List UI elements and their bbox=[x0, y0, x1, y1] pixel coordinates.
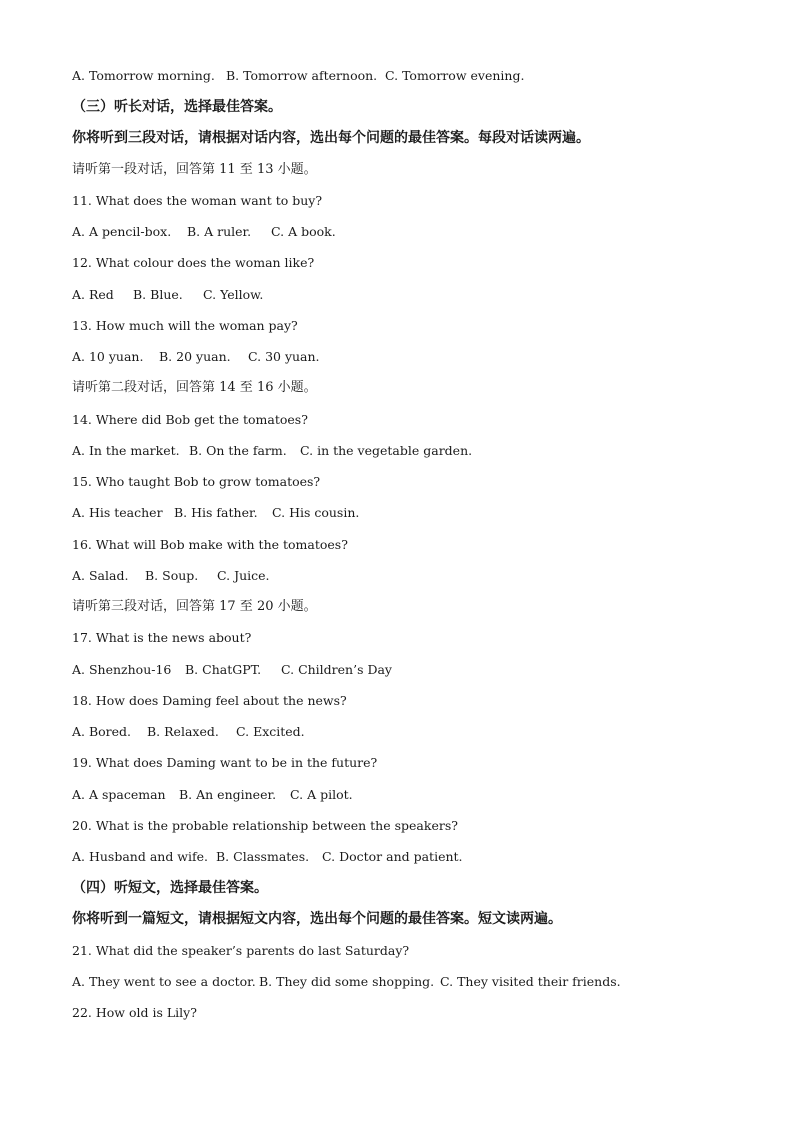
option-a: A. In the market. bbox=[72, 443, 180, 458]
option-c: C. Excited. bbox=[236, 724, 305, 739]
instruction-line: 请听第二段对话，回答第 14 至 16 小题。 bbox=[72, 380, 317, 395]
option-c: C. They visited their friends. bbox=[440, 974, 621, 989]
option-c: C. Doctor and patient. bbox=[322, 849, 463, 864]
question-line: 16. What will Bob make with the tomatoes? bbox=[72, 537, 348, 552]
option-a: A. Tomorrow morning. bbox=[72, 68, 215, 83]
option-a: A. Husband and wife. bbox=[72, 849, 208, 864]
instruction-line: 请听第一段对话，回答第 11 至 13 小题。 bbox=[72, 162, 317, 177]
option-a: A. They went to see a doctor. bbox=[72, 974, 256, 989]
option-b: B. Classmates. bbox=[216, 849, 310, 864]
option-b: B. Tomorrow afternoon. bbox=[226, 68, 378, 83]
option-b: B. ChatGPT. bbox=[185, 662, 262, 677]
option-a: A. Shenzhou-16 bbox=[72, 662, 172, 677]
option-b: B. On the farm. bbox=[189, 443, 287, 458]
option-b: B. His father. bbox=[174, 505, 258, 520]
option-b: B. 20 yuan. bbox=[159, 349, 231, 364]
option-a: A. Salad. bbox=[72, 568, 129, 583]
option-a: A. Red bbox=[72, 287, 114, 302]
option-c: C. Yellow. bbox=[203, 287, 264, 302]
question-line: 12. What colour does the woman like? bbox=[72, 255, 315, 270]
option-b: B. Blue. bbox=[133, 287, 183, 302]
option-b: B. They did some shopping. bbox=[259, 974, 435, 989]
option-b: B. A ruler. bbox=[187, 224, 252, 239]
option-a: A. Bored. bbox=[72, 724, 132, 739]
option-c: C. Juice. bbox=[217, 568, 270, 583]
section-heading: 你将听到一篇短文，请根据短文内容，选出每个问题的最佳答案。短文读两遍。 bbox=[72, 911, 562, 927]
option-b: B. Relaxed. bbox=[147, 724, 219, 739]
option-b: B. An engineer. bbox=[179, 787, 277, 802]
option-b: B. Soup. bbox=[145, 568, 199, 583]
option-c: C. Tomorrow evening. bbox=[385, 68, 525, 83]
question-line: 15. Who taught Bob to grow tomatoes? bbox=[72, 474, 321, 489]
section-heading: （三）听长对话，选择最佳答案。 bbox=[72, 99, 282, 115]
option-c: C. A pilot. bbox=[290, 787, 353, 802]
option-a: A. 10 yuan. bbox=[72, 349, 144, 364]
section-heading: （四）听短文，选择最佳答案。 bbox=[72, 880, 268, 896]
question-line: 14. Where did Bob get the tomatoes? bbox=[72, 412, 308, 427]
question-line: 19. What does Daming want to be in the future? bbox=[72, 755, 378, 770]
question-line: 17. What is the news about? bbox=[72, 630, 252, 645]
option-c: C. Children’s Day bbox=[281, 662, 392, 677]
question-line: 21. What did the speaker’s parents do last Saturday? bbox=[72, 943, 410, 958]
question-line: 22. How old is Lily? bbox=[72, 1005, 197, 1020]
option-a: A. His teacher bbox=[72, 505, 163, 520]
section-heading: 你将听到三段对话，请根据对话内容，选出每个问题的最佳答案。每段对话读两遍。 bbox=[72, 130, 590, 146]
option-c: C. 30 yuan. bbox=[248, 349, 320, 364]
option-c: C. A book. bbox=[271, 224, 336, 239]
option-c: C. in the vegetable garden. bbox=[300, 443, 473, 458]
option-a: A. A spaceman bbox=[72, 787, 166, 802]
question-line: 11. What does the woman want to buy? bbox=[72, 193, 323, 208]
instruction-line: 请听第三段对话，回答第 17 至 20 小题。 bbox=[72, 599, 317, 614]
question-line: 20. What is the probable relationship between the speakers? bbox=[72, 818, 458, 833]
question-line: 18. How does Daming feel about the news? bbox=[72, 693, 347, 708]
option-c: C. His cousin. bbox=[272, 505, 360, 520]
option-a: A. A pencil-box. bbox=[72, 224, 172, 239]
question-line: 13. How much will the woman pay? bbox=[72, 318, 298, 333]
